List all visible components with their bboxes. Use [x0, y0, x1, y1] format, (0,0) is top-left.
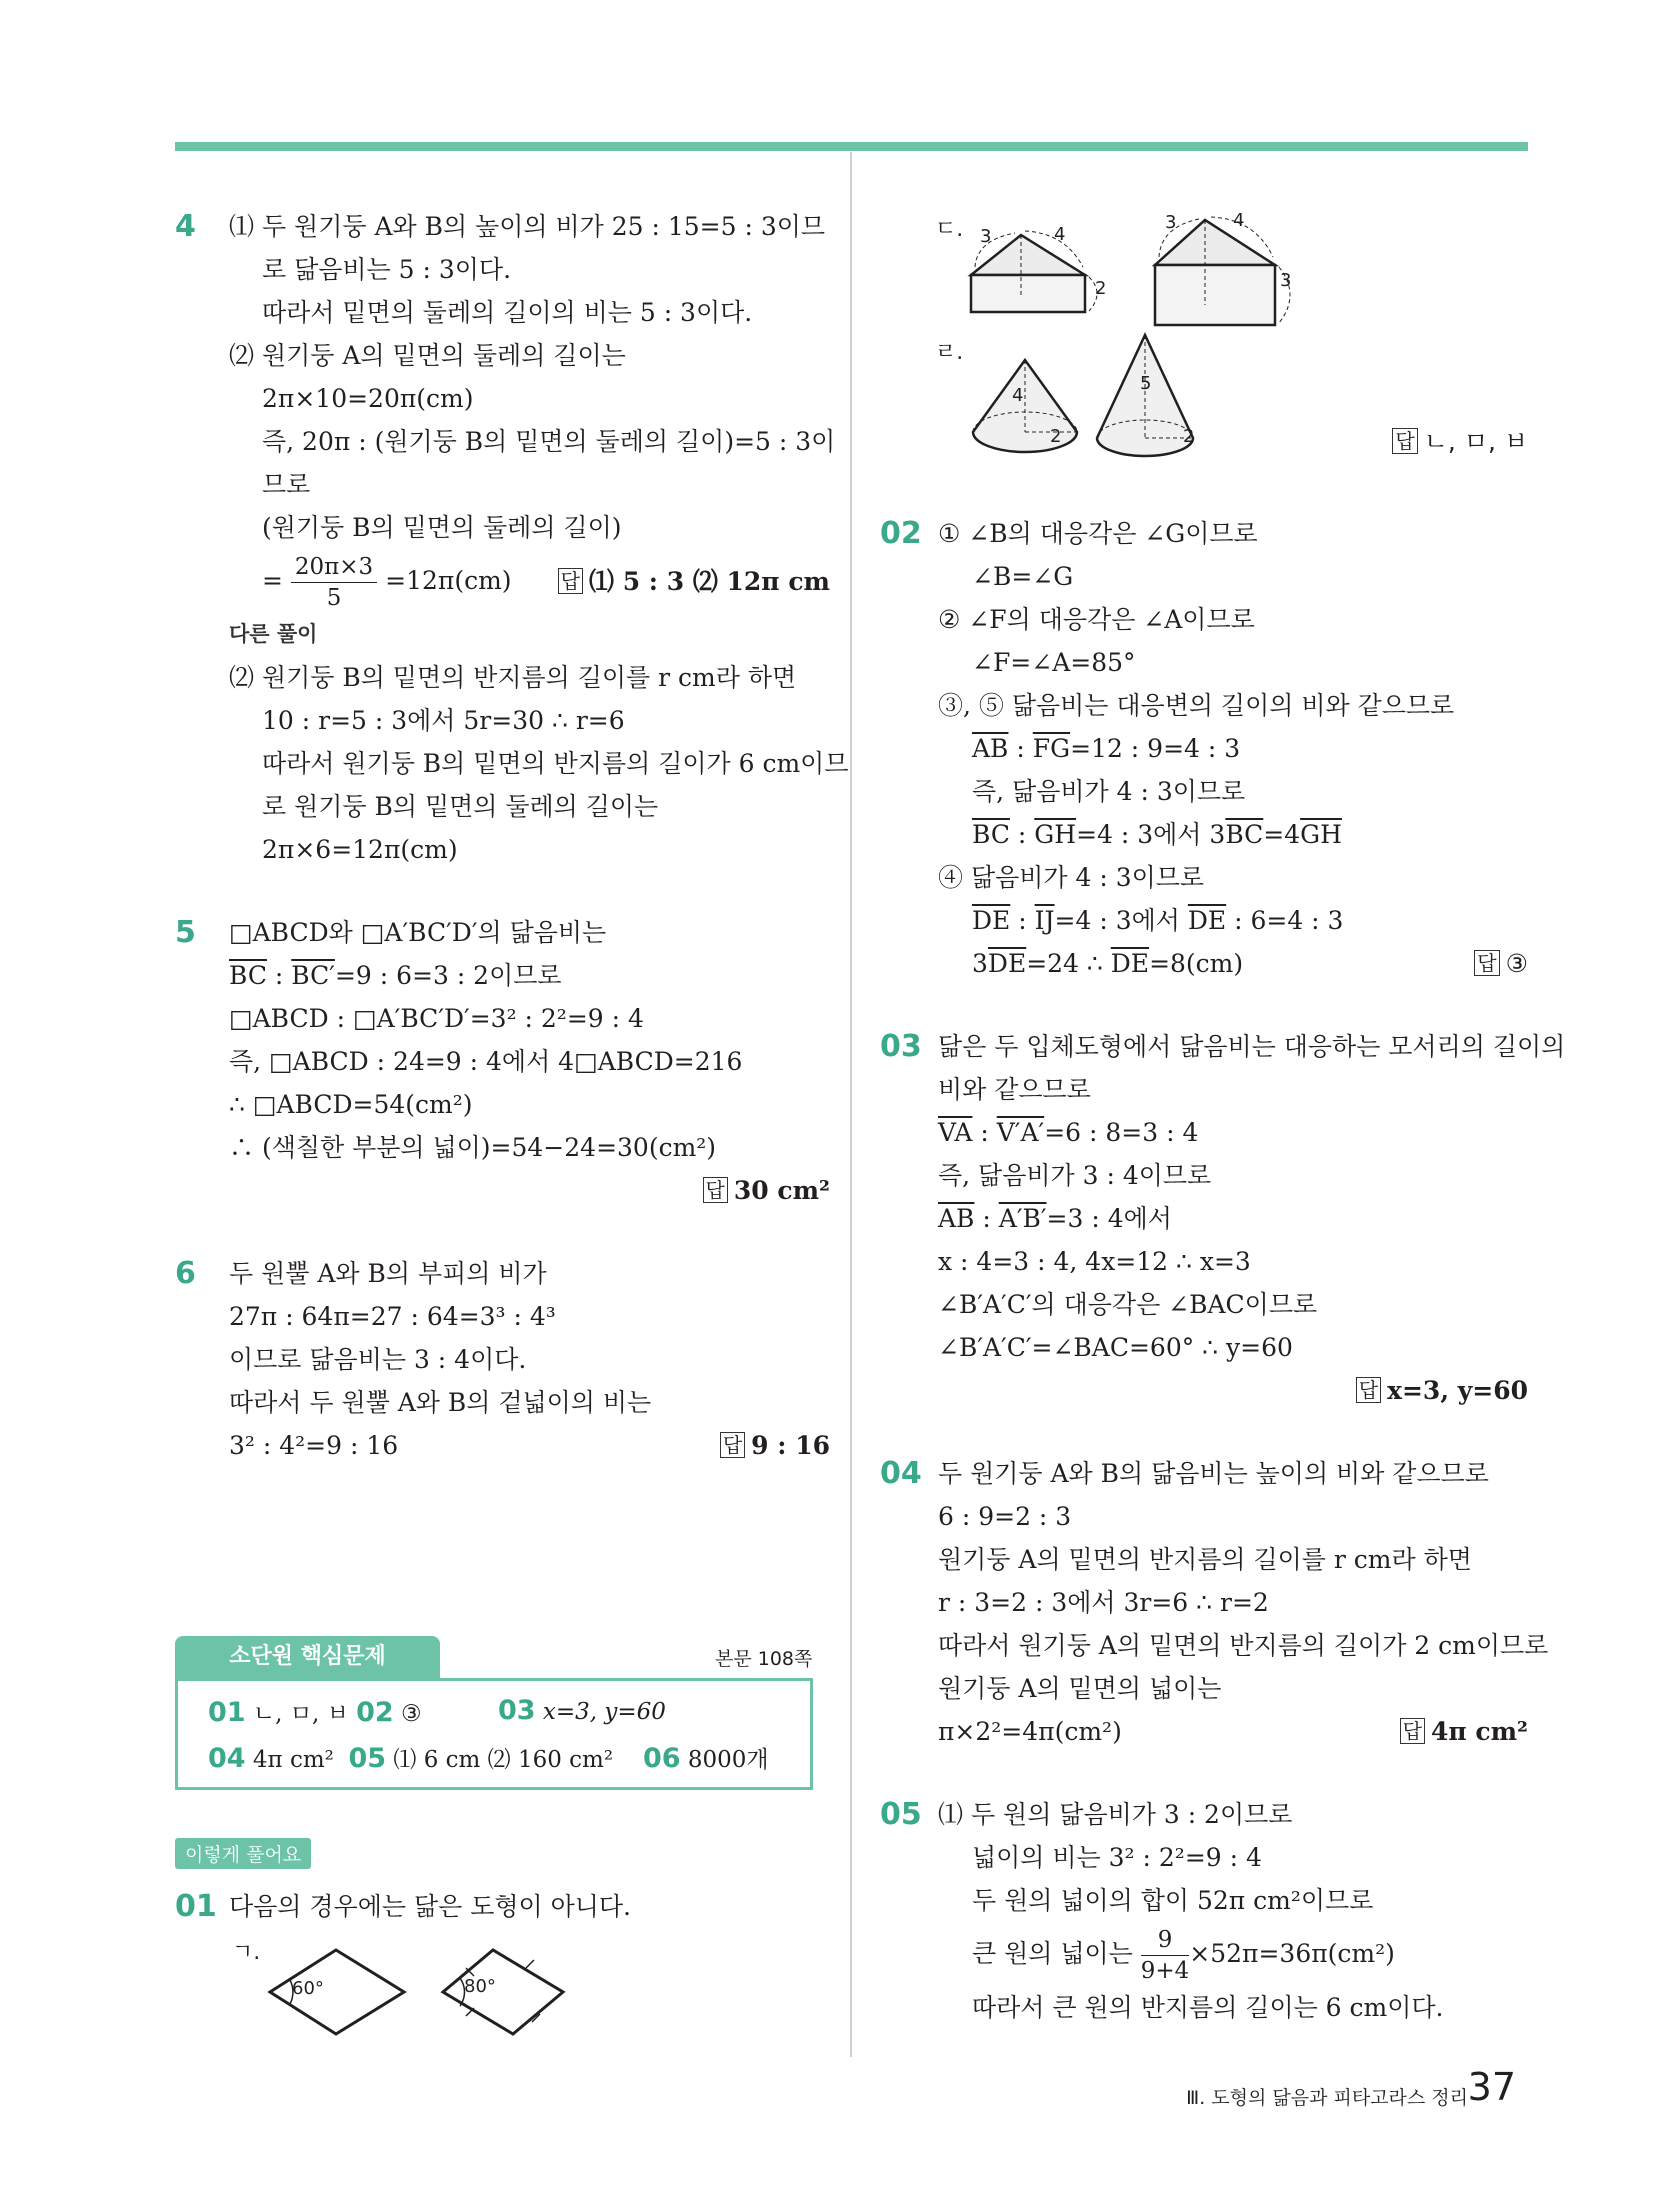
core-row-2b	[643, 1741, 769, 1774]
segment: $\overline{GH}$	[1034, 820, 1077, 849]
q4-line-6: 즉, 20π : (원기둥 B의 밑면의 둘레의 길이)=5 : 3이	[262, 427, 836, 456]
prism-figures	[965, 215, 1295, 325]
q5-text-1: □ABCD와 □A′BC′D′의 닮음비는	[229, 918, 607, 947]
q02-line-7: 즉, 닮음비가 4 : 3이므로	[972, 777, 1246, 806]
q5-line-2	[175, 954, 830, 997]
q03-text-5: =3 : 4에서	[1046, 1204, 1172, 1233]
q6-number: 6	[175, 1256, 196, 1291]
answer-mark-icon: 답	[1474, 950, 1499, 976]
core-problems-tab: 소단원 핵심문제	[175, 1636, 440, 1678]
figure-label-d: ㄷ.	[935, 217, 964, 242]
q4-answer-text: ⑴ 5 : 3 ⑵ 12π cm	[588, 567, 830, 596]
q03-line-5: $\overline{AB}$ : A′B′=3 : 4에서	[938, 1204, 1172, 1233]
prism2-label-c: 3	[1280, 270, 1292, 291]
segment: V′A′	[996, 1118, 1045, 1147]
q04-text-7: π×2²=4π(cm²)	[938, 1717, 1122, 1746]
prism2-label-b: 4	[1233, 210, 1245, 231]
q03-line-7: ∠B′A′C′의 대응각은 ∠BAC이므로	[938, 1290, 1318, 1319]
q03-line-1	[880, 1025, 1566, 1068]
q05-line-2: 넓이의 비는 3² : 2²=9 : 4	[972, 1843, 1262, 1872]
cone1-height-label: 4	[1012, 385, 1024, 406]
segment: $\overline{DE}$	[987, 949, 1027, 978]
q5-answer	[703, 1169, 830, 1212]
q4-number: 4	[175, 209, 196, 244]
q6-line-3: 이므로 닮음비는 3 : 4이다.	[229, 1345, 527, 1374]
segment: $\overline{BC}$	[972, 820, 1010, 849]
q5-answer-text: 30 cm²	[733, 1176, 830, 1205]
alt-line-1: ⑵ 원기둥 B의 밑면의 반지름의 길이를 r cm라 하면	[229, 663, 797, 692]
segment: $\overline{DE}$	[1187, 906, 1227, 935]
q02-line-6: $\overline{AB}$ : $\overline{FG}=12$ : 9=4 : 3	[972, 734, 1241, 763]
q02-line-9: ④ 닮음비가 4 : 3이므로	[938, 863, 1205, 892]
q4-equation	[175, 549, 830, 613]
segment: $\overline{VA}$	[938, 1118, 973, 1147]
cone1-radius-label: 2	[1050, 426, 1062, 447]
q5-line-4: 즉, □ABCD : 24=9 : 4에서 4□ABCD=216	[229, 1047, 743, 1076]
core-num: 06	[643, 1743, 681, 1774]
alt-line-2: 10 : r=5 : 3에서 5r=30 ∴ r=6	[262, 706, 625, 735]
q4-line-1	[175, 205, 830, 248]
figure-label-g: ㄱ.	[232, 1940, 261, 1965]
q03-answer-line	[880, 1369, 1528, 1412]
segment-bc: $\overline{BC}$	[229, 961, 267, 990]
core-num: 03	[498, 1695, 536, 1726]
core-ans: ③	[401, 1701, 422, 1727]
cone2-radius-label: 2	[1183, 426, 1195, 447]
q02-answer	[1474, 942, 1528, 985]
q02-text-10a: =4 : 3에서	[1054, 906, 1188, 935]
prism1-label-c: 2	[1095, 278, 1107, 299]
q05-line-1	[880, 1793, 1528, 1836]
q03-text-3: =6 : 8=3 : 4	[1044, 1118, 1199, 1147]
core-row-1b	[498, 1695, 666, 1726]
core-page-ref: 본문 108쪽	[715, 1648, 813, 1670]
q4-line-8: (원기둥 B의 밑면의 둘레의 길이)	[262, 513, 622, 542]
top-accent-bar	[175, 142, 1528, 151]
q03-line-6: x : 4=3 : 4, 4x=12 ∴ x=3	[938, 1247, 1251, 1276]
core-num: 01	[208, 1697, 246, 1728]
q6-text-5: 3² : 4²=9 : 16	[229, 1431, 399, 1460]
q01-text: 다음의 경우에는 닮은 도형이 아니다.	[229, 1892, 631, 1921]
fraction-denominator: 9+4	[1140, 1958, 1190, 1984]
eq-suffix: =12π(cm)	[385, 566, 512, 595]
q04-number: 04	[880, 1456, 922, 1491]
q04-answer-text: 4π cm²	[1430, 1717, 1528, 1746]
q05-line-3: 두 원의 넓이의 합이 52π cm²이므로	[972, 1886, 1374, 1915]
prism1-label-a: 3	[980, 226, 992, 247]
core-num: 05	[348, 1743, 387, 1774]
q05-number: 05	[880, 1797, 922, 1832]
q04-line-3: 원기둥 A의 밑면의 반지름의 길이를 r cm라 하면	[938, 1545, 1472, 1574]
q02-line-8: $\overline{BC}$ : $\overline{GH}=4$ : 3에서 $3\overline{BC}=4\overline{GH}$	[972, 820, 1342, 849]
q02-line-4: ∠F=∠A=85°	[972, 648, 1136, 677]
q05-line-5: 따라서 큰 원의 반지름의 길이는 6 cm이다.	[972, 1993, 1444, 2022]
q02-text-10b: : 6=4 : 3	[1226, 906, 1344, 935]
segment: $\overline{AB}$	[972, 734, 1009, 763]
q01-line-1	[175, 1885, 830, 1928]
segment: $\overline{GH}$	[1300, 820, 1342, 849]
q5-text-2: =9 : 6=3 : 2이므로	[334, 961, 562, 990]
prism1-label-b: 4	[1054, 224, 1066, 245]
q5-line-5: ∴ □ABCD=54(cm²)	[229, 1090, 473, 1119]
q02-line-3: ② ∠F의 대응각은 ∠A이므로	[938, 605, 1255, 634]
fraction-denominator: 5	[326, 585, 342, 611]
q4-line-4: ⑵ 원기둥 A의 밑면의 둘레의 길이는	[229, 341, 626, 370]
angle-80-label: 80°	[464, 1976, 496, 1997]
q03-line-4: 즉, 닮음비가 3 : 4이므로	[938, 1161, 1212, 1190]
fraction-numerator: 9	[1141, 1925, 1190, 1956]
q02-text-8a: =4 : 3에서 3	[1076, 820, 1226, 849]
segment: $\overline{DE}$	[972, 906, 1011, 935]
q5-answer-line	[175, 1169, 830, 1212]
cone2-height-label: 5	[1140, 373, 1152, 394]
q03-answer	[1356, 1369, 1528, 1412]
q6-line-4: 따라서 두 원뿔 A와 B의 겉넓이의 비는	[229, 1388, 652, 1417]
core-num: 04	[208, 1743, 246, 1774]
core-row-2	[208, 1741, 613, 1774]
q05-line-4	[880, 1922, 1528, 1986]
q4-line-3: 따라서 밑면의 둘레의 길이의 비는 5 : 3이다.	[262, 298, 753, 327]
rhombus-2	[443, 1950, 563, 2034]
q4-line-5: 2π×10=20π(cm)	[262, 384, 474, 413]
q4-line-7: 므로	[262, 470, 311, 499]
q05-text-1: ⑴ 두 원의 닮음비가 3 : 2이므로	[938, 1800, 1293, 1829]
q05-text-4a: 큰 원의 넓이는	[972, 1939, 1133, 1968]
q6-line-1	[175, 1252, 830, 1295]
q01-number: 01	[175, 1889, 217, 1924]
q5-line-3: □ABCD : □A′BC′D′=3² : 2²=9 : 4	[229, 1004, 644, 1033]
core-num: 02	[356, 1697, 394, 1728]
alt-line-4: 로 원기둥 B의 밑면의 둘레의 길이는	[262, 792, 659, 821]
q02-line-10: $\overline{DE}$ : $\overline{IJ}=4$ : 3에서 $\overline{DE}$ : 6=4 : 3	[972, 906, 1344, 935]
core-ans: 4π cm²	[252, 1747, 334, 1773]
q02-text-6: =12 : 9=4 : 3	[1070, 734, 1241, 763]
fig-answer-line	[880, 420, 1528, 463]
rhombus-figures	[268, 1950, 568, 2050]
q02-line-5: ③, ⑤ 닮음비는 대응변의 길이의 비와 같으므로	[938, 691, 1455, 720]
segment-bc-prime: BC′	[291, 961, 335, 990]
q6-answer-text: 9 : 16	[751, 1431, 830, 1460]
prism2-label-a: 3	[1165, 212, 1177, 233]
q4-answer	[558, 549, 830, 614]
q6-line-2: 27π : 64π=27 : 64=3³ : 4³	[229, 1302, 556, 1331]
q02-text-8b: =4	[1263, 820, 1301, 849]
q02-text-11b: =24 ∴	[1026, 949, 1111, 978]
answer-mark-icon: 답	[1400, 1718, 1425, 1744]
q03-line-8: ∠B′A′C′=∠BAC=60° ∴ y=60	[938, 1333, 1293, 1362]
answer-mark-icon: 답	[720, 1432, 745, 1458]
q02-text-1: ① ∠B의 대응각은 ∠G이므로	[938, 519, 1258, 548]
q02-text-11a: 3	[972, 949, 988, 978]
q5-number: 5	[175, 915, 196, 950]
q05-fraction	[1141, 1925, 1190, 1986]
footer-chapter-title: Ⅲ. 도형의 닮음과 피타고라스 정리	[1186, 2087, 1468, 2109]
q6-line-5	[175, 1424, 830, 1467]
alt-line-5: 2π×6=12π(cm)	[262, 835, 458, 864]
figure-label-r: ㄹ.	[935, 340, 964, 365]
q04-line-6: 원기둥 A의 밑면의 넓이는	[938, 1674, 1222, 1703]
ratio-colon: :	[266, 961, 292, 990]
q5-line-1	[175, 911, 830, 954]
angle-60-label: 60°	[292, 1978, 324, 1999]
q02-line-1	[880, 512, 1528, 555]
core-ans: ㄴ, ㅁ, ㅂ	[252, 1701, 349, 1727]
q04-line-2: 6 : 9=2 : 3	[938, 1502, 1072, 1531]
q02-line-11	[880, 942, 1528, 985]
core-ans: 8000개	[687, 1747, 769, 1773]
q02-answer-text: ③	[1505, 949, 1528, 978]
q02-line-2: ∠B=∠G	[972, 562, 1074, 591]
q4-text-1: ⑴ 두 원기둥 A와 B의 높이의 비가 25 : 15=5 : 3이므	[229, 212, 826, 241]
left-column	[175, 205, 849, 1467]
column-divider	[850, 152, 852, 2057]
q03-number: 03	[880, 1029, 922, 1064]
alt-solution-title: 다른 풀이	[229, 622, 318, 646]
q04-answer	[1400, 1710, 1528, 1753]
segment: $\overline{IJ}$	[1034, 906, 1055, 935]
answer-mark-icon: 답	[703, 1177, 728, 1203]
rhombus-1	[270, 1950, 404, 2034]
page-number: 37	[1467, 2065, 1516, 2109]
segment: $\overline{BC}$	[1225, 820, 1264, 849]
answer-mark-icon: 답	[558, 568, 583, 594]
segment: $\overline{FG}$	[1032, 734, 1071, 763]
core-ans: ⑴ 6 cm ⑵ 160 cm²	[393, 1747, 614, 1773]
q02-number: 02	[880, 516, 922, 551]
fig-answer-text: ㄴ, ㅁ, ㅂ	[1423, 427, 1528, 456]
core-answers-box	[175, 1678, 813, 1790]
segment: $\overline{DE}$	[1110, 949, 1150, 978]
answer-mark-icon: 답	[1392, 428, 1417, 454]
q04-line-5: 따라서 원기둥 A의 밑면의 반지름의 길이가 2 cm이므로	[938, 1631, 1549, 1660]
q03-text-1: 닮은 두 입체도형에서 닮음비는 대응하는 모서리의 길이의	[938, 1032, 1566, 1061]
segment: A′B′	[998, 1204, 1047, 1233]
q02-text-11c: =8(cm)	[1149, 949, 1244, 978]
q04-line-7	[880, 1710, 1528, 1753]
fraction-numerator: 20π×3	[291, 552, 377, 583]
q5-line-6: ∴ (색칠한 부분의 넓이)=54−24=30(cm²)	[229, 1133, 717, 1162]
alt-line-3: 따라서 원기둥 B의 밑면의 반지름의 길이가 6 cm이므	[262, 749, 849, 778]
explain-tag: 이렇게 풀어요	[175, 1838, 311, 1869]
q4-fraction	[291, 552, 377, 613]
q6-text-1: 두 원뿔 A와 B의 부피의 비가	[229, 1259, 547, 1288]
core-ans: x=3, y=60	[542, 1699, 666, 1725]
q05-text-4b: ×52π=36π(cm²)	[1189, 1939, 1395, 1968]
q03-line-3: $\overline{VA}$ : V′A′=6 : 8=3 : 4	[938, 1118, 1199, 1147]
core-row-1	[208, 1695, 422, 1728]
q6-answer	[720, 1424, 830, 1467]
answer-mark-icon: 답	[1356, 1377, 1381, 1403]
q4-line-2: 로 닮음비는 5 : 3이다.	[262, 255, 512, 284]
q04-line-1	[880, 1452, 1528, 1495]
q03-line-2: 비와 같으므로	[938, 1075, 1091, 1104]
segment: $\overline{AB}$	[938, 1204, 975, 1233]
eq-prefix: =	[262, 566, 283, 595]
q04-line-4: r : 3=2 : 3에서 3r=6 ∴ r=2	[938, 1588, 1269, 1617]
right-column	[880, 512, 1566, 2029]
fig-answer	[1392, 420, 1528, 463]
q04-text-1: 두 원기둥 A와 B의 닮음비는 높이의 비와 같으므로	[938, 1459, 1489, 1488]
q03-answer-text: x=3, y=60	[1387, 1376, 1528, 1405]
